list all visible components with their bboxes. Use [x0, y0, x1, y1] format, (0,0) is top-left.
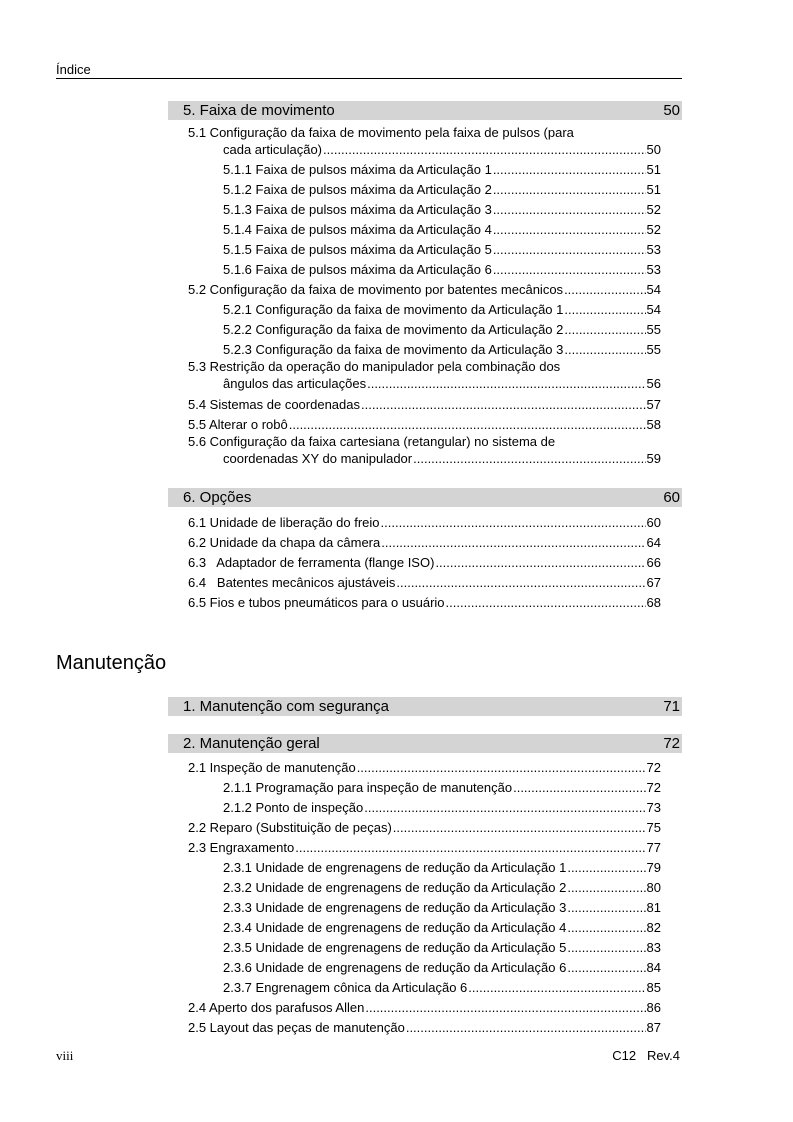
- section-page: 60: [663, 489, 680, 506]
- dot-leader: [567, 860, 645, 876]
- toc-entry-2-1-2[interactable]: [223, 800, 661, 816]
- toc-entry-text: 6.4 Batentes mecânicos ajustáveis: [188, 575, 396, 590]
- toc-entry-2-3-4[interactable]: [223, 920, 661, 936]
- toc-section-m2[interactable]: [168, 734, 682, 753]
- toc-entry-text: 2.3.3 Unidade de engrenagens de redução da Articulação 3: [223, 900, 567, 915]
- toc-entry-text: 6.2 Unidade da chapa da câmera: [188, 535, 381, 550]
- chapter-title: Manutenção: [56, 652, 167, 674]
- toc-entry-5-1-2[interactable]: [223, 182, 661, 198]
- dot-leader: [567, 880, 645, 896]
- dot-leader: [364, 800, 645, 816]
- toc-entry-page: 50: [646, 142, 661, 157]
- dot-leader: [564, 342, 645, 358]
- toc-entry-5-1-4[interactable]: [223, 222, 661, 238]
- header-title: Índice: [56, 62, 91, 77]
- toc-entry-text: 5.2.3 Configuração da faixa de movimento da Articulação 3: [223, 342, 564, 357]
- dot-leader: [493, 242, 646, 258]
- toc-entry-page: 56: [646, 376, 661, 391]
- dot-leader: [446, 595, 646, 611]
- toc-entry-6-2[interactable]: [188, 535, 661, 551]
- toc-entry-5-2[interactable]: [188, 282, 661, 298]
- toc-entry-page: 52: [646, 202, 661, 217]
- toc-entry-2-1[interactable]: [188, 760, 661, 776]
- toc-entry-2-3-1[interactable]: [223, 860, 661, 876]
- toc-entry-6-5[interactable]: [188, 595, 661, 611]
- section-page: 50: [663, 102, 680, 119]
- toc-entry-text: 2.4 Aperto dos parafusos Allen: [188, 1000, 365, 1015]
- footer-doc-id: C12: [612, 1048, 637, 1063]
- toc-entry-page: 80: [646, 880, 661, 895]
- toc-entry-text: cada articulação): [223, 142, 322, 157]
- toc-entry-text: coordenadas XY do manipulador: [223, 451, 413, 466]
- toc-entry-6-3[interactable]: [188, 555, 661, 571]
- dot-leader: [361, 397, 646, 413]
- toc-entry-page: 73: [646, 800, 661, 815]
- toc-entry-text: 5.1.6 Faixa de pulsos máxima da Articulação 6: [223, 262, 492, 277]
- dot-leader: [493, 262, 646, 278]
- toc-entry-page: 75: [646, 820, 661, 835]
- toc-entry-page: 52: [646, 222, 661, 237]
- toc-entry-6-4[interactable]: [188, 575, 661, 591]
- dot-leader: [413, 451, 645, 467]
- toc-entry-5-1-1[interactable]: [223, 162, 661, 178]
- toc-entry-text: 2.3.2 Unidade de engrenagens de redução da Articulação 2: [223, 880, 567, 895]
- toc-entry-page: 77: [646, 840, 661, 855]
- toc-entry-2-1-1[interactable]: [223, 780, 661, 796]
- section-title: 6. Opções: [183, 489, 252, 506]
- toc-entry-text: 2.3.5 Unidade de engrenagens de redução da Articulação 5: [223, 940, 567, 955]
- toc-entry-2-3-5[interactable]: [223, 940, 661, 956]
- toc-entry-5-1-5[interactable]: [223, 242, 661, 258]
- toc-entry-page: 60: [646, 515, 661, 530]
- toc-entry-page: 54: [646, 302, 661, 317]
- toc-entry-page: 83: [646, 940, 661, 955]
- dot-leader: [567, 940, 645, 956]
- dot-leader: [323, 142, 646, 158]
- toc-entry-text: 6.5 Fios e tubos pneumáticos para o usuário: [188, 595, 445, 610]
- toc-entry-page: 72: [646, 780, 661, 795]
- toc-entry-5-4[interactable]: [188, 397, 661, 413]
- toc-entry-5-6-line1: 5.6 Configuração da faixa cartesiana (retangular) no sistema de: [188, 434, 556, 449]
- toc-entry-text: ângulos das articulações: [223, 376, 367, 391]
- toc-entry-page: 82: [646, 920, 661, 935]
- toc-entry-page: 51: [646, 182, 661, 197]
- dot-leader: [567, 960, 645, 976]
- toc-entry-text: 5.2 Configuração da faixa de movimento por batentes mecânicos: [188, 282, 564, 297]
- toc-entry-text: 5.5 Alterar o robô: [188, 417, 288, 432]
- toc-entry-5-1-3[interactable]: [223, 202, 661, 218]
- toc-entry-6-1[interactable]: [188, 515, 661, 531]
- toc-entry-text: 2.2 Reparo (Substituição de peças): [188, 820, 392, 835]
- toc-entry-text: 2.1.2 Ponto de inspeção: [223, 800, 364, 815]
- toc-entry-page: 59: [646, 451, 661, 466]
- toc-entry-text: 5.1.3 Faixa de pulsos máxima da Articulação 3: [223, 202, 492, 217]
- toc-entry-2-5[interactable]: [188, 1020, 661, 1036]
- section-title: 5. Faixa de movimento: [183, 102, 335, 119]
- toc-entry-page: 81: [646, 900, 661, 915]
- toc-entry-5-2-3[interactable]: [223, 342, 661, 358]
- toc-entry-page: 55: [646, 322, 661, 337]
- toc-entry-text: 2.3 Engraxamento: [188, 840, 295, 855]
- toc-entry-text: 2.1 Inspeção de manutenção: [188, 760, 356, 775]
- toc-entry-5-6[interactable]: [223, 451, 661, 467]
- toc-entry-2-3-7[interactable]: [223, 980, 661, 996]
- toc-entry-page: 53: [646, 262, 661, 277]
- dot-leader: [567, 920, 645, 936]
- section-title: 1. Manutenção com segurança: [183, 698, 389, 715]
- toc-entry-page: 58: [646, 417, 661, 432]
- toc-entry-page: 51: [646, 162, 661, 177]
- toc-entry-text: 5.1.2 Faixa de pulsos máxima da Articulação 2: [223, 182, 492, 197]
- toc-entry-5-1[interactable]: [223, 142, 661, 158]
- toc-section-m1[interactable]: [168, 697, 682, 716]
- toc-entry-text: 2.3.7 Engrenagem cônica da Articulação 6: [223, 980, 468, 995]
- dot-leader: [357, 760, 646, 776]
- footer-page-number: viii: [56, 1048, 74, 1063]
- dot-leader: [435, 555, 645, 571]
- toc-entry-page: 66: [646, 555, 661, 570]
- toc-entry-text: 6.1 Unidade de liberação do freio: [188, 515, 380, 530]
- section-page: 71: [663, 698, 680, 715]
- toc-entry-5-2-2[interactable]: [223, 322, 661, 338]
- toc-entry-5-2-1[interactable]: [223, 302, 661, 318]
- toc-entry-text: 2.1.1 Programação para inspeção de manutenção: [223, 780, 513, 795]
- dot-leader: [513, 780, 645, 796]
- toc-entry-2-3-3[interactable]: [223, 900, 661, 916]
- dot-leader: [367, 376, 645, 392]
- dot-leader: [564, 282, 645, 298]
- toc-entry-page: 79: [646, 860, 661, 875]
- header-rule: [56, 78, 682, 79]
- toc-entry-text: 5.2.1 Configuração da faixa de movimento da Articulação 1: [223, 302, 564, 317]
- toc-entry-text: 5.4 Sistemas de coordenadas: [188, 397, 360, 412]
- toc-entry-page: 53: [646, 242, 661, 257]
- toc-entry-page: 85: [646, 980, 661, 995]
- toc-entry-text: 5.1.5 Faixa de pulsos máxima da Articulação 5: [223, 242, 492, 257]
- section-page: 72: [663, 735, 680, 752]
- toc-entry-text: 5.1.4 Faixa de pulsos máxima da Articulação 4: [223, 222, 492, 237]
- toc-entry-5-3[interactable]: [223, 376, 661, 392]
- toc-entry-2-3[interactable]: [188, 840, 661, 856]
- toc-entry-2-4[interactable]: [188, 1000, 661, 1016]
- toc-entry-page: 67: [646, 575, 661, 590]
- dot-leader: [564, 322, 645, 338]
- dot-leader: [381, 515, 646, 531]
- toc-section-6[interactable]: [168, 488, 682, 507]
- dot-leader: [396, 575, 645, 591]
- toc-entry-text: 2.3.6 Unidade de engrenagens de redução da Articulação 6: [223, 960, 567, 975]
- dot-leader: [493, 202, 646, 218]
- toc-entry-page: 54: [646, 282, 661, 297]
- toc-entry-page: 86: [646, 1000, 661, 1015]
- section-title: 2. Manutenção geral: [183, 735, 320, 752]
- toc-entry-page: 55: [646, 342, 661, 357]
- dot-leader: [289, 417, 646, 433]
- toc-entry-2-3-2[interactable]: [223, 880, 661, 896]
- dot-leader: [365, 1000, 645, 1016]
- dot-leader: [493, 222, 646, 238]
- toc-entry-page: 72: [646, 760, 661, 775]
- dot-leader: [406, 1020, 646, 1036]
- toc-entry-page: 57: [646, 397, 661, 412]
- toc-entry-5-3-line1: 5.3 Restrição da operação do manipulador pela combinação dos: [188, 359, 561, 374]
- toc-entry-text: 2.5 Layout das peças de manutenção: [188, 1020, 405, 1035]
- dot-leader: [493, 162, 646, 178]
- toc-entry-page: 68: [646, 595, 661, 610]
- dot-leader: [567, 900, 645, 916]
- toc-entry-text: 6.3 Adaptador de ferramenta (flange ISO): [188, 555, 435, 570]
- toc-section-5[interactable]: [168, 101, 682, 120]
- toc-entry-page: 64: [646, 535, 661, 550]
- dot-leader: [295, 840, 645, 856]
- footer-doc-info: [612, 1048, 680, 1063]
- toc-entry-text: 2.3.1 Unidade de engrenagens de redução da Articulação 1: [223, 860, 567, 875]
- toc-entry-text: 2.3.4 Unidade de engrenagens de redução da Articulação 4: [223, 920, 567, 935]
- toc-entry-2-3-6[interactable]: [223, 960, 661, 976]
- toc-entry-5-1-6[interactable]: [223, 262, 661, 278]
- toc-entry-text: 5.1.1 Faixa de pulsos máxima da Articulação 1: [223, 162, 492, 177]
- dot-leader: [468, 980, 645, 996]
- dot-leader: [393, 820, 646, 836]
- toc-entry-page: 87: [646, 1020, 661, 1035]
- dot-leader: [381, 535, 645, 551]
- toc-entry-5-5[interactable]: [188, 417, 661, 433]
- dot-leader: [564, 302, 645, 318]
- footer-revision: Rev.4: [647, 1048, 680, 1063]
- toc-entry-5-1-line1: 5.1 Configuração da faixa de movimento pela faixa de pulsos (para: [188, 125, 574, 140]
- toc-entry-text: 5.2.2 Configuração da faixa de movimento da Articulação 2: [223, 322, 564, 337]
- toc-entry-2-2[interactable]: [188, 820, 661, 836]
- dot-leader: [493, 182, 646, 198]
- toc-entry-page: 84: [646, 960, 661, 975]
